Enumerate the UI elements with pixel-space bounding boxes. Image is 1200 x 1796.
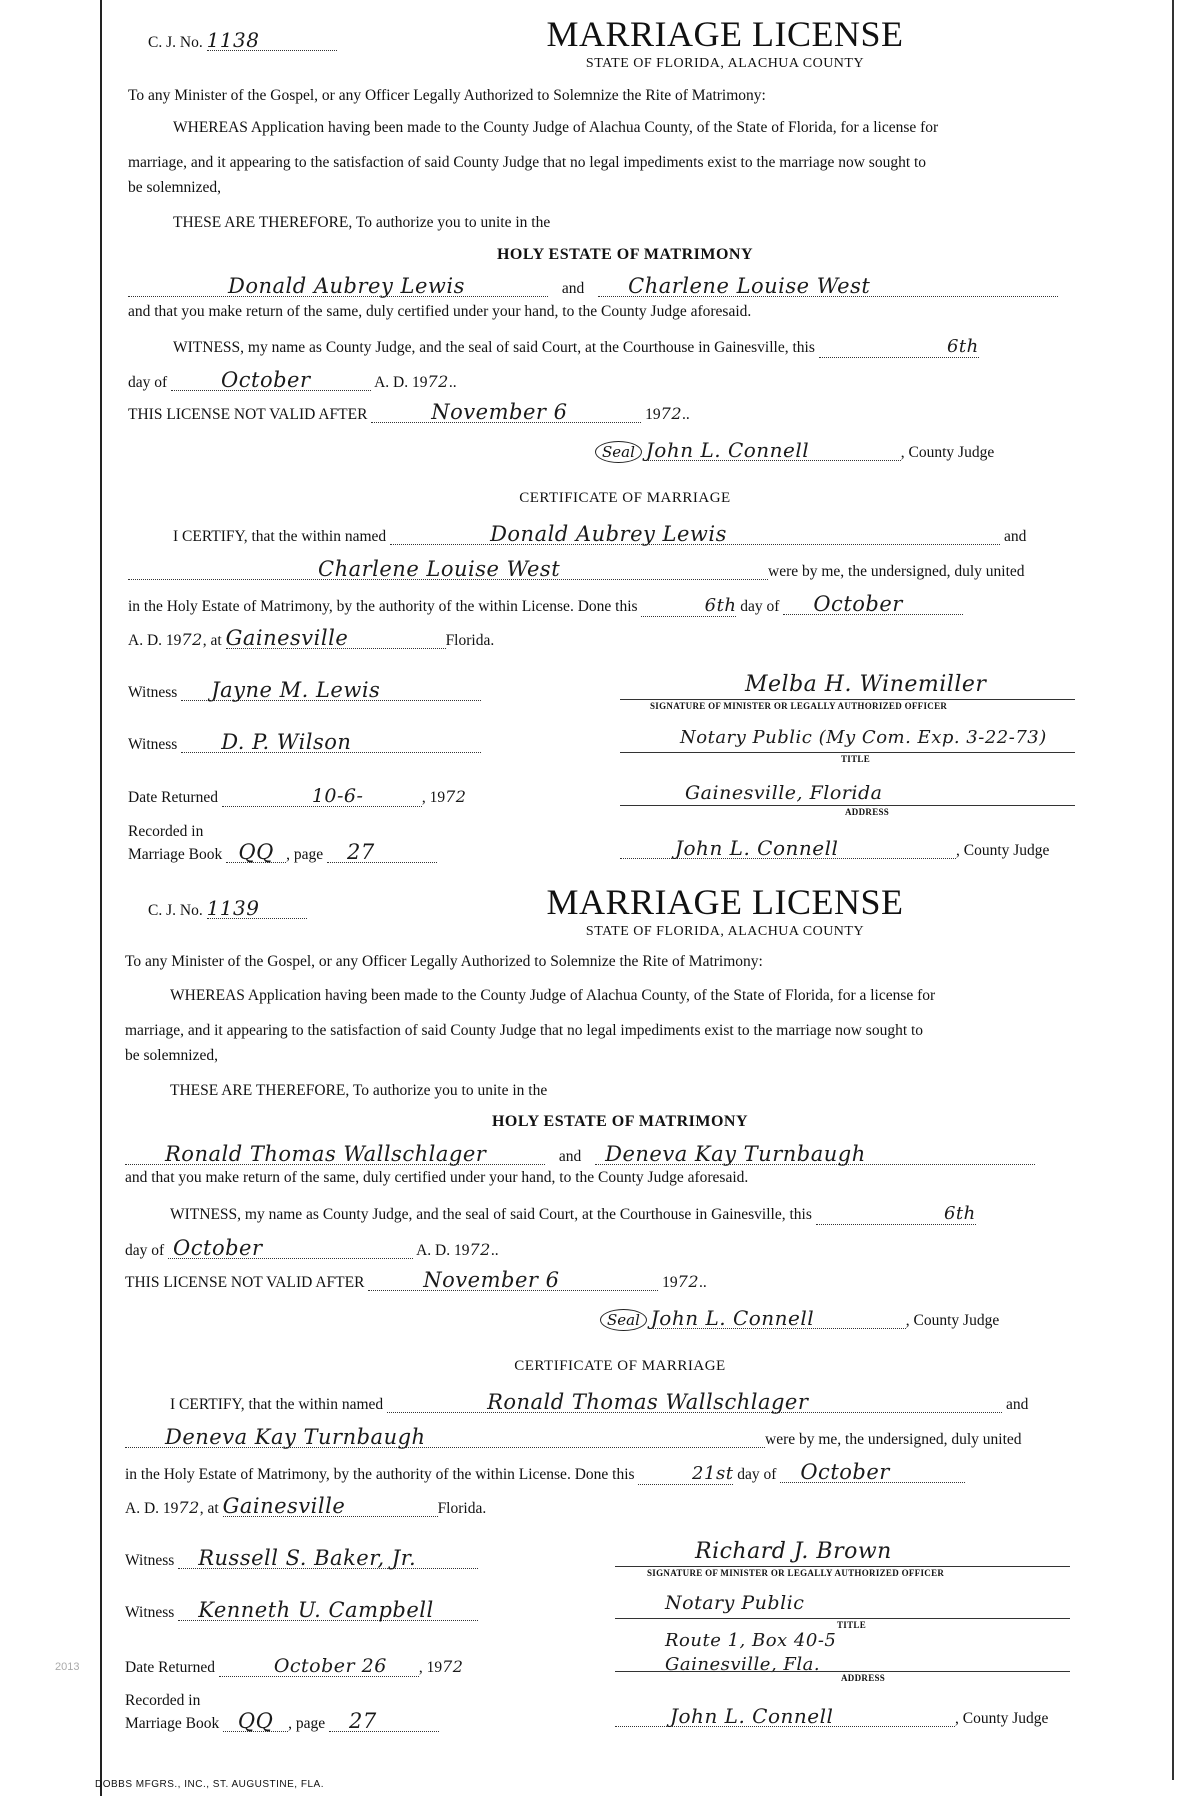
officer-title: Notary Public xyxy=(665,1592,805,1614)
therefore-line: THESE ARE THEREFORE, To authorize you to unite in the xyxy=(173,214,551,231)
witness1-row xyxy=(125,1548,565,1571)
ad-label: A. D. 19 xyxy=(416,1242,470,1259)
witness1-row xyxy=(128,680,568,703)
cert-groom-name: Ronald Thomas Wallschlager xyxy=(387,1392,1002,1413)
cert-bride-name: Deneva Kay Turnbaugh xyxy=(125,1427,765,1448)
date-returned: October 26 xyxy=(219,1656,419,1677)
witness-line xyxy=(170,1204,1120,1225)
date-returned-row xyxy=(125,1656,565,1678)
returned-year: 72 xyxy=(445,787,467,806)
recorder-row xyxy=(620,838,1100,861)
names-row xyxy=(125,1144,1075,1167)
certify-row: I CERTIFY, that the within named Ronald Thomas Wallschlager and xyxy=(170,1390,1029,1414)
certify-label: I CERTIFY, that the within named xyxy=(170,1396,384,1413)
witness-statement: WITNESS, my name as County Judge, and the seal of said Court, at the Courthouse in Gainesville, this xyxy=(170,1206,812,1223)
done-day: 21st xyxy=(638,1464,733,1485)
day-of-label-2: day of xyxy=(740,598,780,615)
marriage-book-row xyxy=(128,842,568,865)
judge-signature: John L. Connell xyxy=(646,440,901,461)
cert-bride-name: Charlene Louise West xyxy=(128,559,768,580)
address-line: To any Minister of the Gospel, or any Officer Legally Authorized to Solemnize the Rite of Matrimony: xyxy=(125,953,763,970)
printer-imprint: DOBBS MFGRS., INC., ST. AUGUSTINE, FLA. xyxy=(95,1779,324,1790)
archive-watermark: 2013 xyxy=(55,1661,80,1673)
witness-statement: WITNESS, my name as County Judge, and the seal of said Court, at the Courthouse in Gainesville, this xyxy=(173,339,815,356)
county-judge-label: , County Judge xyxy=(900,444,995,461)
recorder-county-judge-label: , County Judge xyxy=(956,842,1050,859)
witness1-label: Witness xyxy=(125,1552,175,1569)
witness-line xyxy=(173,337,1123,358)
cert-groom-name: Donald Aubrey Lewis xyxy=(390,524,1000,545)
county-judge-label: , County Judge xyxy=(905,1312,1000,1329)
officer-signature: Richard J. Brown xyxy=(695,1539,892,1564)
title-line xyxy=(620,752,1075,753)
witness1-signature: Jayne M. Lewis xyxy=(181,680,481,701)
address-line-rule xyxy=(615,1671,1070,1672)
therefore-line: THESE ARE THEREFORE, To authorize you to unite in the xyxy=(170,1082,548,1099)
whereas-line-1: WHEREAS Application having been made to the County Judge of Alachua County, of the State of Florida, for a license for xyxy=(170,987,936,1004)
bride-name: Charlene Louise West xyxy=(598,276,1058,297)
license-subtitle: STATE OF FLORIDA, ALACHUA COUNTY xyxy=(585,56,865,71)
holy-estate-heading: HOLY ESTATE OF MATRIMONY xyxy=(491,1113,749,1130)
recorder-row xyxy=(615,1706,1095,1729)
judge-signature: John L. Connell xyxy=(651,1308,906,1329)
license-title: MARRIAGE LICENSE xyxy=(546,882,904,922)
license-title: MARRIAGE LICENSE xyxy=(546,14,904,54)
marriage-book: QQ xyxy=(223,1711,288,1732)
officer-address: Gainesville, Fla. xyxy=(665,1654,821,1675)
witness2-signature: D. P. Wilson xyxy=(181,732,481,753)
names-row xyxy=(128,276,1078,299)
date-returned-row xyxy=(128,786,568,808)
groom-name: Donald Aubrey Lewis xyxy=(128,276,548,297)
groom-name: Ronald Thomas Wallschlager xyxy=(125,1144,545,1165)
marriage-page: 27 xyxy=(327,842,437,863)
court-seal: Seal xyxy=(600,1309,647,1331)
page-label: , page xyxy=(286,846,324,863)
holy-line-label: in the Holy Estate of Matrimony, by the authority of the within License. Done this xyxy=(125,1466,635,1483)
florida-label: Florida. xyxy=(445,632,495,649)
license-year: 72 xyxy=(427,372,449,391)
done-row xyxy=(125,1462,1075,1485)
officer-title: Notary Public (My Com. Exp. 3-22-73) xyxy=(680,727,1047,748)
and-label: and xyxy=(558,1148,582,1165)
recorded-in-label: Recorded in xyxy=(125,1692,201,1709)
marriage-book: QQ xyxy=(226,842,286,863)
not-valid-year: 72 xyxy=(677,1272,700,1291)
at-label: , at xyxy=(199,1500,219,1517)
holy-line-label: in the Holy Estate of Matrimony, by the authority of the within License. Done this xyxy=(128,598,638,615)
address-line-rule xyxy=(620,805,1075,806)
recorder-signature: John L. Connell xyxy=(620,838,956,859)
date-returned-label: Date Returned xyxy=(125,1659,215,1676)
officer-signature: Melba H. Winemiller xyxy=(745,672,987,697)
not-valid-date: November 6 xyxy=(368,1270,658,1291)
returned-year-prefix: , 19 xyxy=(418,1659,443,1676)
day-of-label-2: day of xyxy=(737,1466,777,1483)
recorder-county-judge-label: , County Judge xyxy=(955,1710,1049,1727)
cj-label: C. J. No. xyxy=(148,902,203,919)
recorder-signature: John L. Connell xyxy=(615,1706,955,1727)
witness2-signature: Kenneth U. Campbell xyxy=(178,1600,478,1621)
certificate-heading: CERTIFICATE OF MARRIAGE xyxy=(519,490,731,506)
marriage-book-label: Marriage Book xyxy=(128,846,223,863)
witness2-row xyxy=(125,1600,565,1623)
cj-number: 1138 xyxy=(207,30,337,51)
return-line: and that you make return of the same, duly certified under your hand, to the County Judge aforesaid. xyxy=(128,303,752,320)
license-subtitle: STATE OF FLORIDA, ALACHUA COUNTY xyxy=(585,924,865,939)
date-returned: 10-6- xyxy=(222,786,422,807)
returned-year-prefix: , 19 xyxy=(421,789,446,806)
witness-day: 6th xyxy=(819,337,979,358)
title-caption: TITLE xyxy=(837,1620,867,1630)
not-valid-label: THIS LICENSE NOT VALID AFTER xyxy=(125,1274,365,1291)
done-month: October xyxy=(780,1462,965,1483)
officer-caption: SIGNATURE OF MINISTER OR LEGALLY AUTHORIZED OFFICER xyxy=(647,1568,945,1578)
day-of-row: day of October A. D. 1972.. xyxy=(128,368,457,392)
officer-caption: SIGNATURE OF MINISTER OR LEGALLY AUTHORIZED OFFICER xyxy=(650,701,948,711)
certificate-heading: CERTIFICATE OF MARRIAGE xyxy=(514,1358,726,1374)
not-valid-year: 72 xyxy=(660,404,683,423)
officer-address: Gainesville, Florida xyxy=(685,782,883,804)
witness1-label: Witness xyxy=(128,684,178,701)
judge-signature-row xyxy=(600,1308,1080,1331)
cj-label: C. J. No. xyxy=(148,34,203,51)
whereas-line-3: be solemnized, xyxy=(128,179,221,196)
officer-address-line1: Route 1, Box 40-5 xyxy=(665,1630,837,1651)
witness2-row xyxy=(128,732,568,755)
judge-signature-row xyxy=(595,440,1075,463)
marriage-page: 27 xyxy=(329,1711,439,1732)
returned-year: 72 xyxy=(442,1657,464,1676)
not-valid-date: November 6 xyxy=(371,402,641,423)
license-year: 72 xyxy=(469,1240,491,1259)
done-month: October xyxy=(783,594,963,615)
license-month: October xyxy=(168,1238,413,1259)
holy-estate-heading: HOLY ESTATE OF MATRIMONY xyxy=(496,246,754,263)
whereas-line-2: marriage, and it appearing to the satisfaction of said County Judge that no legal impediments exist to the marriage now sought to xyxy=(125,1022,924,1039)
certify-label: I CERTIFY, that the within named xyxy=(173,528,387,545)
cert-bride-row xyxy=(125,1427,1075,1450)
done-year: 72 xyxy=(181,630,203,649)
license-month: October xyxy=(171,370,371,391)
done-row xyxy=(128,594,1078,617)
cj-number: 1139 xyxy=(207,898,307,919)
witness1-signature: Russell S. Baker, Jr. xyxy=(178,1548,478,1569)
united-label: were by me, the undersigned, duly united xyxy=(765,1431,1022,1448)
address-caption: ADDRESS xyxy=(841,1673,886,1683)
place-row xyxy=(125,1496,1075,1519)
title-line xyxy=(615,1618,1070,1619)
not-valid-row: THIS LICENSE NOT VALID AFTER November 6 1972.. xyxy=(125,1268,707,1292)
day-of-row: day of October A. D. 1972.. xyxy=(125,1236,499,1260)
witness2-label: Witness xyxy=(125,1604,175,1621)
recorded-in-label: Recorded in xyxy=(128,823,204,840)
united-label: were by me, the undersigned, duly united xyxy=(768,563,1025,580)
return-line: and that you make return of the same, duly certified under your hand, to the County Judge aforesaid. xyxy=(125,1169,749,1186)
at-label: , at xyxy=(202,632,222,649)
whereas-line-1: WHEREAS Application having been made to the County Judge of Alachua County, of the State of Florida, for a license for xyxy=(173,119,939,136)
day-of-label: day of xyxy=(128,374,168,391)
witness-day: 6th xyxy=(816,1204,976,1225)
certify-row: I CERTIFY, that the within named Donald Aubrey Lewis and xyxy=(173,522,1027,546)
and-label: and xyxy=(561,280,585,297)
officer-signature-line xyxy=(620,699,1075,700)
page-edge-left xyxy=(100,0,102,1796)
not-valid-row: THIS LICENSE NOT VALID AFTER November 6 1972.. xyxy=(128,400,690,424)
bride-name: Deneva Kay Turnbaugh xyxy=(595,1144,1035,1165)
not-valid-year-prefix: 19 xyxy=(662,1274,678,1291)
page-label: , page xyxy=(288,1715,326,1732)
done-place: Gainesville xyxy=(223,1496,438,1517)
marriage-book-row xyxy=(125,1711,565,1734)
title-caption: TITLE xyxy=(841,754,871,764)
ad-at-label: A. D. 19 xyxy=(128,632,182,649)
place-row xyxy=(128,628,1078,651)
whereas-line-3: be solemnized, xyxy=(125,1047,218,1064)
ad-label: A. D. 19 xyxy=(374,374,428,391)
address-line: To any Minister of the Gospel, or any Officer Legally Authorized to Solemnize the Rite of Matrimony: xyxy=(128,87,766,104)
whereas-line-2: marriage, and it appearing to the satisfaction of said County Judge that no legal impediments exist to the marriage now sought to xyxy=(128,154,927,171)
officer-signature-line xyxy=(615,1566,1070,1567)
day-of-label: day of xyxy=(125,1242,165,1259)
ad-at-label: A. D. 19 xyxy=(125,1500,179,1517)
done-place: Gainesville xyxy=(226,628,446,649)
florida-label: Florida. xyxy=(437,1500,487,1517)
witness2-label: Witness xyxy=(128,736,178,753)
address-caption: ADDRESS xyxy=(845,807,890,817)
cert-bride-row xyxy=(128,559,1078,582)
not-valid-year-prefix: 19 xyxy=(645,406,661,423)
done-year: 72 xyxy=(178,1498,200,1517)
done-day: 6th xyxy=(641,596,736,617)
marriage-book-label: Marriage Book xyxy=(125,1715,220,1732)
date-returned-label: Date Returned xyxy=(128,789,218,806)
not-valid-label: THIS LICENSE NOT VALID AFTER xyxy=(128,406,368,423)
court-seal: Seal xyxy=(595,441,642,463)
